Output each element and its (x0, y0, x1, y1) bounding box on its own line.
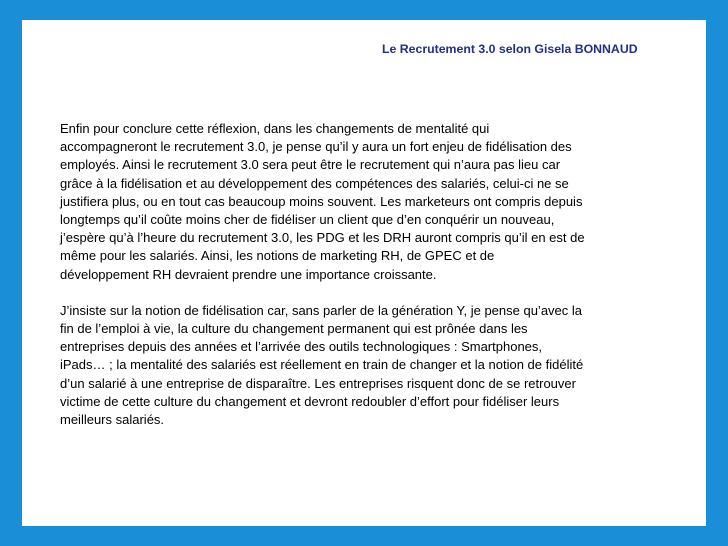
slide-body (60, 120, 660, 429)
slide-title: Le Recrutement 3.0 selon Gisela BONNAUD (382, 42, 638, 56)
paragraph-conclusion: Enfin pour conclure cette réflexion, dans les changements de mentalité qui accompagneront le recrutement 3.0, je pense qu’il y aura un fort enjeu de fidélisation des employés. Ainsi le recrutement 3.0 sera peut être le recrutement qui n’aura pas lieu car grâce à la fidélisation et au développement des compétences des salariés, celui-ci ne se justifiera plus, ou en tout cas beaucoup moins souvent. Les marketeurs ont compris depuis longtemps qu’il coûte moins cher de fidéliser un client que d’en conquérir un nouveau, j’espère qu’à l’heure du recrutement 3.0, les PDG et les DRH auront compris qu’il en est de même pour les salariés. Ainsi, les notions de marketing RH, de GPEC et de développement RH devraient prendre une importance croissante. (60, 121, 585, 282)
paragraph-spacer (60, 284, 660, 302)
paragraph-fidelisation: J’insiste sur la notion de fidélisation car, sans parler de la génération Y, je pense qu’avec la fin de l’emploi à vie, la culture du changement permanent qui est prônée dans les entreprises depuis des années et l’arrivée des outils technologiques : Smartphones, iPads… ; la mentalité des salariés est réellement en train de changer et la notion de fidélité d’un salarié à une entreprise de disparaître. Les entreprises risquent donc de se retrouver victime de cette culture du changement et devront redoubler d’effort pour fidéliser leurs meilleurs salariés. (60, 302, 584, 428)
